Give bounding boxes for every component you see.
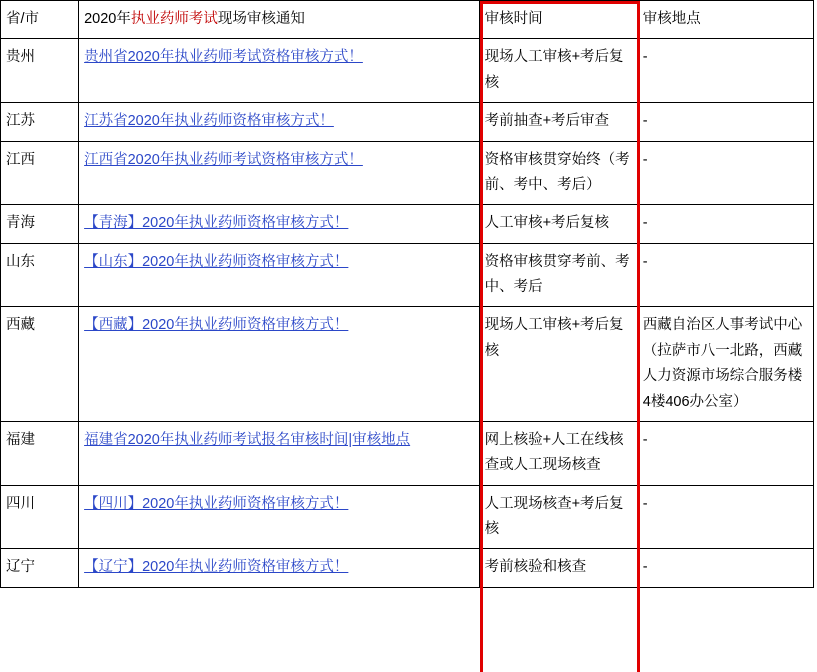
cell-place: - bbox=[637, 141, 813, 205]
column-header-time: 审核时间 bbox=[479, 1, 637, 39]
header-title-suffix: 现场审核通知 bbox=[217, 11, 305, 27]
cell-place: - bbox=[637, 421, 813, 485]
table-row bbox=[1, 485, 814, 549]
cell-title bbox=[79, 141, 479, 205]
cell-time: 人工现场核查+考后复核 bbox=[479, 485, 637, 549]
table-row bbox=[1, 141, 814, 205]
cell-place: - bbox=[637, 485, 813, 549]
cell-region: 西藏 bbox=[1, 307, 79, 422]
notice-link[interactable]: 福建省2020年执业药师考试报名审核时间|审核地点 bbox=[84, 431, 411, 448]
column-header-place: 审核地点 bbox=[637, 1, 813, 39]
cell-region: 山东 bbox=[1, 243, 79, 307]
notice-link[interactable]: 江西省2020年执业药师考试资格审核方式！ bbox=[84, 151, 363, 168]
table-row bbox=[1, 103, 814, 141]
column-header-title bbox=[79, 1, 479, 39]
cell-title bbox=[79, 307, 479, 422]
table-header-row bbox=[1, 1, 814, 39]
table-row bbox=[1, 205, 814, 243]
table-row bbox=[1, 421, 814, 485]
column-header-region: 省/市 bbox=[1, 1, 79, 39]
cell-region: 江西 bbox=[1, 141, 79, 205]
header-title-highlight: 执业药师考试 bbox=[130, 11, 218, 27]
cell-region: 贵州 bbox=[1, 39, 79, 103]
cell-place: - bbox=[637, 39, 813, 103]
cell-time: 人工审核+考后复核 bbox=[479, 205, 637, 243]
notice-link[interactable]: 江苏省2020年执业药师资格审核方式！ bbox=[84, 113, 334, 130]
notice-link[interactable]: 【辽宁】2020年执业药师资格审核方式！ bbox=[84, 559, 349, 576]
cell-time: 网上核验+人工在线核查或人工现场核查 bbox=[479, 421, 637, 485]
table-row bbox=[1, 549, 814, 587]
table-row bbox=[1, 39, 814, 103]
cell-title bbox=[79, 243, 479, 307]
cell-region: 福建 bbox=[1, 421, 79, 485]
cell-time: 资格审核贯穿始终（考前、考中、考后） bbox=[479, 141, 637, 205]
cell-region: 青海 bbox=[1, 205, 79, 243]
table-body bbox=[1, 39, 814, 587]
cell-time: 考前抽查+考后审查 bbox=[479, 103, 637, 141]
cell-time: 现场人工审核+考后复核 bbox=[479, 39, 637, 103]
table-row bbox=[1, 243, 814, 307]
cell-title bbox=[79, 549, 479, 587]
cell-place: - bbox=[637, 549, 813, 587]
table-row bbox=[1, 307, 814, 422]
cell-time: 现场人工审核+考后复核 bbox=[479, 307, 637, 422]
cell-place: - bbox=[637, 205, 813, 243]
notice-link[interactable]: 【四川】2020年执业药师资格审核方式！ bbox=[84, 495, 349, 512]
notice-link[interactable]: 【山东】2020年执业药师资格审核方式！ bbox=[84, 253, 349, 270]
cell-title bbox=[79, 103, 479, 141]
cell-title bbox=[79, 39, 479, 103]
notice-link[interactable]: 贵州省2020年执业药师考试资格审核方式！ bbox=[84, 49, 363, 66]
cell-title bbox=[79, 485, 479, 549]
cell-region: 辽宁 bbox=[1, 549, 79, 587]
cell-time: 考前核验和核查 bbox=[479, 549, 637, 587]
cell-title bbox=[79, 205, 479, 243]
header-title-prefix: 2020年 bbox=[84, 11, 131, 27]
cell-place: - bbox=[637, 103, 813, 141]
notice-link[interactable]: 【青海】2020年执业药师资格审核方式！ bbox=[84, 215, 349, 232]
notice-link[interactable]: 【西藏】2020年执业药师资格审核方式！ bbox=[84, 317, 349, 334]
cell-region: 江苏 bbox=[1, 103, 79, 141]
cell-place: 西藏自治区人事考试中心（拉萨市八一北路，西藏人力资源市场综合服务楼4楼406办公室） bbox=[637, 307, 813, 422]
cell-region: 四川 bbox=[1, 485, 79, 549]
cell-time: 资格审核贯穿考前、考中、考后 bbox=[479, 243, 637, 307]
cell-title bbox=[79, 421, 479, 485]
cell-place: - bbox=[637, 243, 813, 307]
